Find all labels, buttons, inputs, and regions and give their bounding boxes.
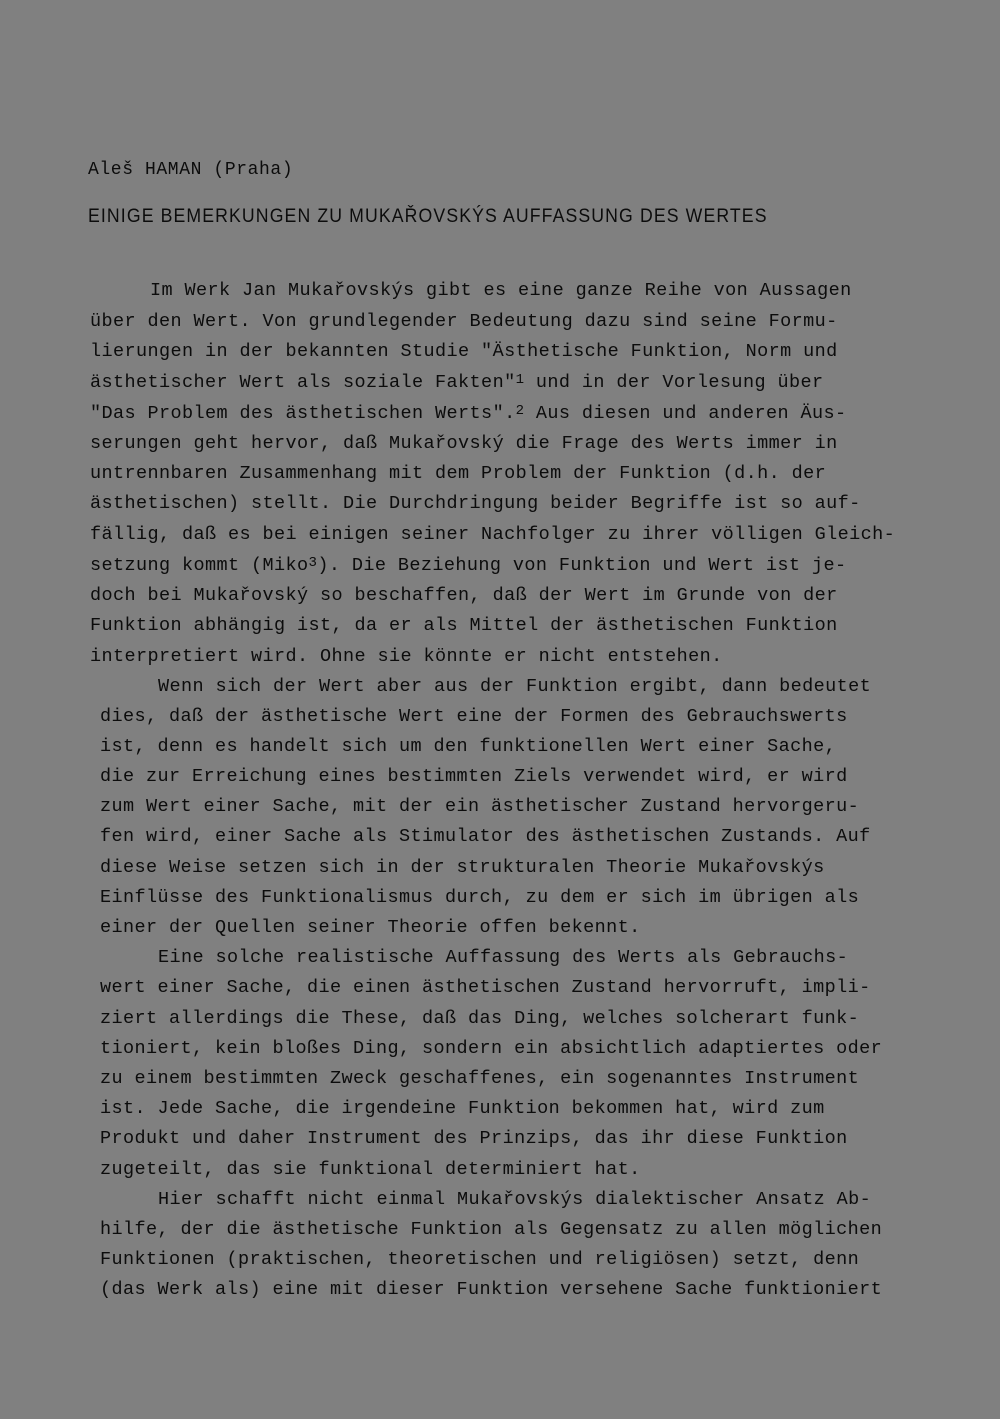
text-line: untrennbaren Zusammenhang mit dem Problem der Funktion (d.h. der — [90, 463, 827, 484]
text-line: diese Weise setzen sich in der strukturalen Theorie Mukařovskýs — [100, 857, 825, 878]
text-segment: "Das Problem des ästhetischen Werts". — [90, 403, 516, 424]
text-line: Einflüsse des Funktionalismus durch, zu dem er sich im übrigen als — [100, 887, 860, 908]
text-line: fällig, daß es bei einigen seiner Nachfolger zu ihrer völligen Gleich- — [90, 524, 896, 545]
text-line: hilfe, der die ästhetische Funktion als Gegensatz zu allen möglichen — [100, 1219, 883, 1240]
text-line: serungen geht hervor, daß Mukařovský die Frage des Werts immer in — [90, 433, 838, 454]
text-line: Funktion abhängig ist, da er als Mittel der ästhetischen Funktion — [90, 615, 838, 636]
text-line: wert einer Sache, die einen ästhetischen Zustand hervorruft, impli- — [100, 977, 871, 998]
article-title: EINIGE BEMERKUNGEN ZU MUKAŘOVSKÝS AUFFASSUNG DES WERTES — [88, 206, 768, 227]
text-segment: Aus diesen und anderen Äus- — [535, 403, 847, 424]
footnote-ref-1: 1 — [515, 372, 525, 388]
text-line — [90, 554, 846, 579]
text-line: zum Wert einer Sache, mit der ein ästhetischer Zustand hervorgeru- — [100, 796, 860, 817]
text-line: ist, denn es handelt sich um den funktionellen Wert einer Sache, — [100, 736, 837, 757]
text-line: (das Werk als) eine mit dieser Funktion versehene Sache funktioniert — [100, 1279, 883, 1300]
text-segment: ästhetischer Wert als soziale Fakten" — [90, 372, 516, 393]
text-line: lierungen in der bekannten Studie "Ästhetische Funktion, Norm und — [90, 341, 838, 362]
text-segment: ). Die Beziehung von Funktion und Wert ist je- — [317, 555, 847, 576]
text-line: ist. Jede Sache, die irgendeine Funktion bekommen hat, wird zum — [100, 1098, 825, 1119]
text-line: einer der Quellen seiner Theorie offen bekennt. — [100, 917, 641, 938]
text-line: tioniert, kein bloßes Ding, sondern ein absichtlich adaptiertes oder — [100, 1038, 883, 1059]
text-line: Produkt und daher Instrument des Prinzips, das ihr diese Funktion — [100, 1128, 848, 1149]
text-segment: und in der Vorlesung über — [535, 372, 824, 393]
footnote-ref-3: 3 — [308, 555, 318, 571]
text-line: zugeteilt, das sie funktional determiniert hat. — [100, 1159, 641, 1180]
text-line: ästhetischen) stellt. Die Durchdringung beider Begriffe ist so auf- — [90, 493, 861, 514]
text-line: Funktionen (praktischen, theoretischen und religiösen) setzt, denn — [100, 1249, 860, 1270]
text-line: Hier schafft nicht einmal Mukařovskýs dialektischer Ansatz Ab- — [158, 1189, 872, 1210]
text-line: dies, daß der ästhetische Wert eine der Formen des Gebrauchswerts — [100, 706, 848, 727]
footnote-ref-2: 2 — [515, 403, 525, 419]
text-line: Wenn sich der Wert aber aus der Funktion ergibt, dann bedeutet — [158, 676, 872, 697]
text-line — [90, 371, 823, 396]
text-line: die zur Erreichung eines bestimmten Ziels verwendet wird, er wird — [100, 766, 848, 787]
text-line: zu einem bestimmten Zweck geschaffenes, ein sogenanntes Instrument — [100, 1068, 860, 1089]
text-line — [90, 402, 846, 427]
text-segment: setzung kommt (Miko — [90, 555, 309, 576]
text-line: ziert allerdings die These, daß das Ding, welches solcherart funk- — [100, 1008, 860, 1029]
text-line: fen wird, einer Sache als Stimulator des ästhetischen Zustands. Auf — [100, 826, 871, 847]
author-line: Aleš HAMAN (Praha) — [88, 160, 294, 180]
text-line: Im Werk Jan Mukařovskýs gibt es eine ganze Reihe von Aussagen — [150, 280, 852, 301]
text-line: Eine solche realistische Auffassung des Werts als Gebrauchs- — [158, 947, 849, 968]
text-line: interpretiert wird. Ohne sie könnte er nicht entstehen. — [90, 646, 723, 667]
text-line: doch bei Mukařovský so beschaffen, daß der Wert im Grunde von der — [90, 585, 838, 606]
text-line: über den Wert. Von grundlegender Bedeutung dazu sind seine Formu- — [90, 311, 838, 332]
